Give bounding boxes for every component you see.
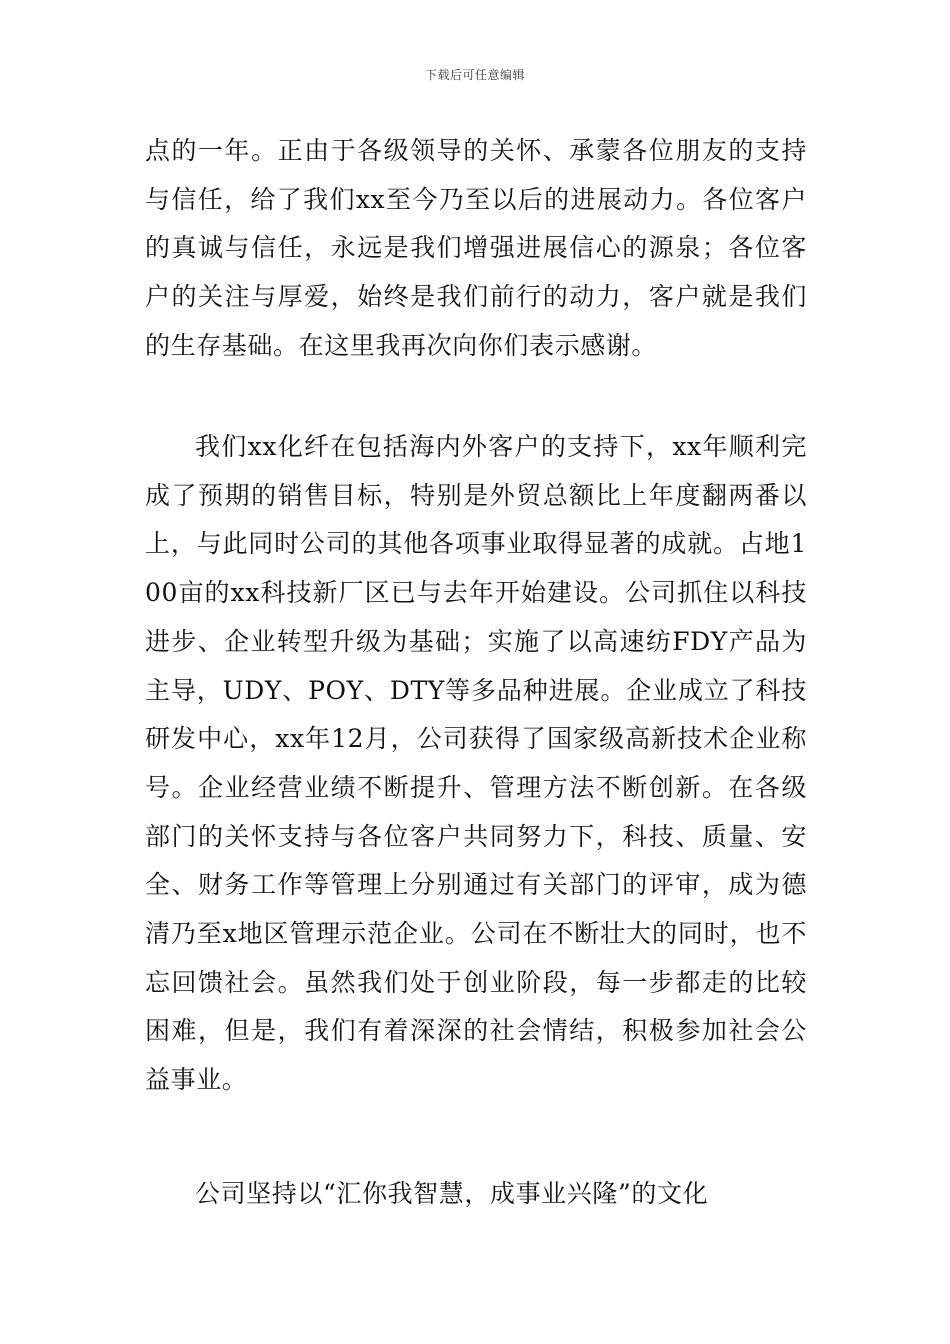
paragraph-text: 公司坚持以“汇你我智慧，成事业兴隆”的文化 xyxy=(195,1179,709,1208)
page-header-note: 下载后可任意编辑 xyxy=(424,68,525,82)
body-paragraph-2 xyxy=(145,423,807,1105)
paragraph-text: 我们xx化纤在包括海内外客户的支持下，xx年顺利完成了预期的销售目标，特别是外贸总额比上年度翻两番以上，与此同时公司的其他各项事业取得显著的成就。占地100亩的xx科技新厂区已与去年开始建设。公司抓住以科技进步、企业转型升级为基础；实施了以高速纺FDY产品为主导，UDY、POY、DTY等多品种进展。企业成立了科技研发中心，xx年12月，公司获得了国家级高新技术企业称号。企业经营业绩不断提升、管理方法不断创新。在各级部门的关怀支持与各位客户共同努力下，科技、质量、安全、财务工作等管理上分别通过有关部门的评审，成为德清乃至x地区管理示范企业。公司在不断壮大的同时，也不忘回馈社会。虽然我们处于创业阶段，每一步都走的比较困难，但是，我们有着深深的社会情结，积极参加社会公益事业。 xyxy=(145,432,807,1095)
body-paragraph-3 xyxy=(145,1170,807,1219)
paragraph-text: 点的一年。正由于各级领导的关怀、承蒙各位朋友的支持与信任，给了我们xx至今乃至以后的进展动力。各位客户的真诚与信任，永远是我们增强进展信心的源泉；各位客户的关注与厚爱，始终是我们前行的动力，客户就是我们的生存基础。在这里我再次向你们表示感谢。 xyxy=(145,136,807,360)
body-paragraph-1 xyxy=(145,127,807,371)
